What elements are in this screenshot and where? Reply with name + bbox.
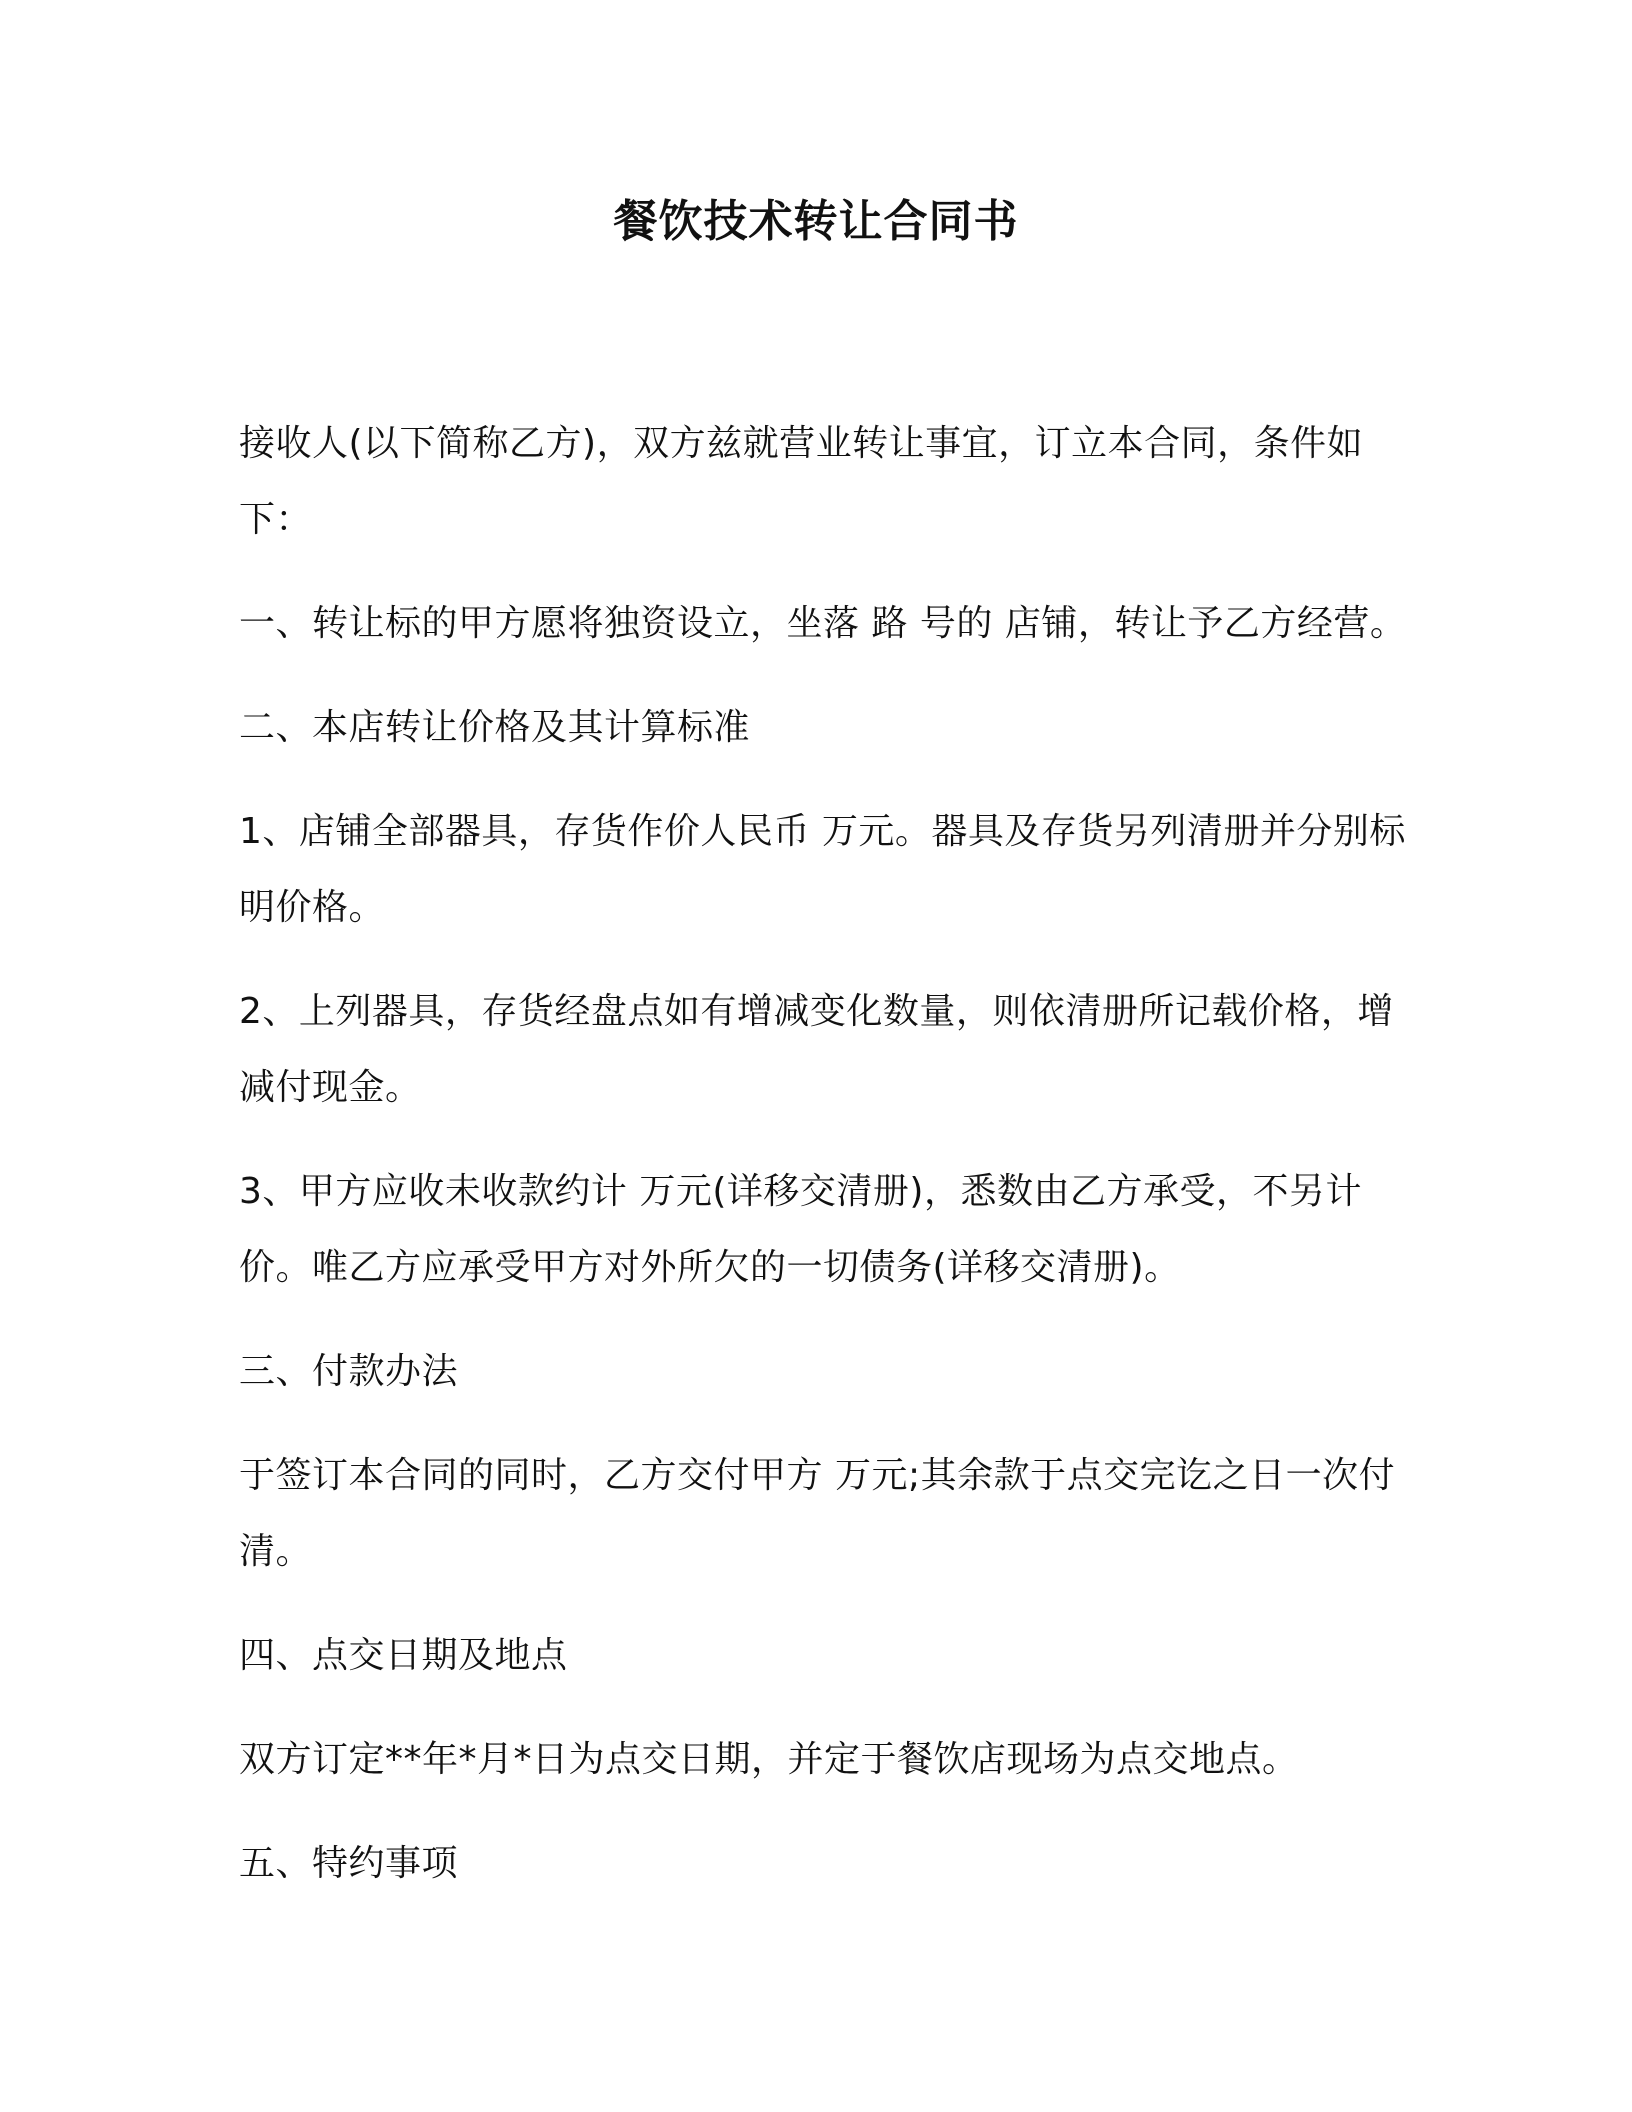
document-body bbox=[239, 406, 1409, 1930]
section-5-heading: 五、特约事项 bbox=[239, 1843, 459, 1884]
clause-1-paragraph: 一、转让标的甲方愿将独资设立，坐落 路 号的 店铺，转让予乙方经营。 bbox=[239, 603, 1407, 644]
section-4-heading: 四、点交日期及地点 bbox=[239, 1635, 568, 1676]
intro-paragraph: 接收人(以下简称乙方)，双方兹就营业转让事宜，订立本合同，条件如下： bbox=[239, 423, 1364, 540]
payment-paragraph: 于签订本合同的同时，乙方交付甲方 万元;其余款于点交完讫之日一次付清。 bbox=[239, 1455, 1396, 1572]
handover-paragraph: 双方订定**年*月*日为点交日期，并定于餐饮店现场为点交地点。 bbox=[239, 1739, 1299, 1780]
clause-2-1-paragraph: 1、店铺全部器具，存货作价人民币 万元。器具及存货另列清册并分别标明价格。 bbox=[239, 811, 1406, 928]
clause-2-3-paragraph: 3、甲方应收未收款约计 万元(详移交清册)，悉数由乙方承受，不另计价。唯乙方应承受甲方对外所欠的一切债务(详移交清册)。 bbox=[239, 1171, 1362, 1288]
clause-2-2-paragraph: 2、上列器具，存货经盘点如有增减变化数量，则依清册所记载价格，增减付现金。 bbox=[239, 991, 1394, 1108]
section-3-heading: 三、付款办法 bbox=[239, 1351, 459, 1392]
document-title: 餐饮技术转让合同书 bbox=[613, 196, 1019, 247]
section-2-heading: 二、本店转让价格及其计算标准 bbox=[239, 707, 751, 748]
